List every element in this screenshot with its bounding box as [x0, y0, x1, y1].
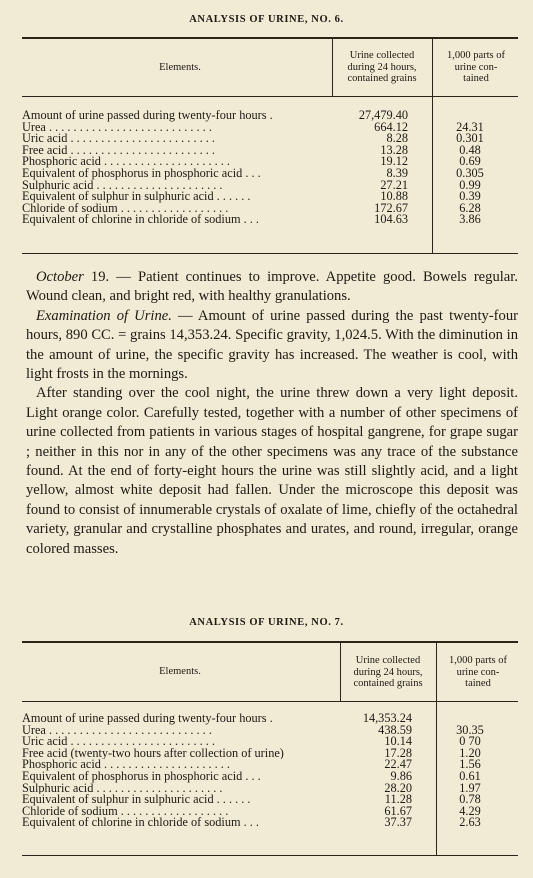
row-element-name: Equivalent of chlorine in chloride of sodium . . . — [22, 214, 260, 226]
row-parts-value: 6.28 — [459, 200, 481, 215]
row-grains-value: 8.39 — [386, 165, 408, 180]
table-row — [0, 768, 533, 783]
row-grains-value: 37.37 — [384, 815, 412, 830]
row-grains-value: 9.86 — [390, 768, 412, 783]
row-element-name: Equivalent of sulphur in sulphuric acid . . . . . . — [22, 794, 251, 806]
table2-header-rule — [22, 701, 518, 702]
table2-bottom-rule — [22, 855, 518, 856]
header-line: urine con- — [454, 61, 498, 73]
row-grains-value: 27,479.40 — [358, 108, 408, 122]
table2-caption: ANALYSIS OF URINE, NO. 7. — [189, 617, 344, 628]
row-parts-value: 0.305 — [456, 165, 484, 180]
row-grains-value: 19.12 — [380, 154, 408, 169]
row-element-name: Phosphoric acid . . . . . . . . . . . . . . . . . . . . . — [22, 156, 231, 168]
table1-header-col2 — [434, 50, 518, 85]
row-element-name: Sulphuric acid . . . . . . . . . . . . . . . . . . . . . — [22, 782, 223, 795]
row-element-name: Sulphuric acid . . . . . . . . . . . . . . . . . . . . . — [22, 179, 223, 192]
header-line: urine con- — [456, 666, 500, 678]
row-grains-value: 8.28 — [386, 131, 408, 146]
row-grains-value: 11.28 — [384, 792, 412, 807]
table1-header-col1 — [334, 50, 430, 85]
row-element-name: Urea . . . . . . . . . . . . . . . . . . . . . . . . . . . — [22, 121, 212, 134]
header-line: tained — [465, 678, 491, 689]
row-parts-value: 0.39 — [459, 189, 481, 204]
table-row — [0, 119, 533, 134]
row-parts-value: 0.78 — [459, 792, 481, 807]
row-parts-value: 1.56 — [459, 757, 481, 772]
table1-divider — [332, 39, 333, 96]
row-element-name: Chloride of sodium . . . . . . . . . . . . . . . . . . — [22, 202, 229, 215]
row-grains-value: 14,353.24 — [362, 711, 412, 725]
row-grains-value: 10.88 — [380, 189, 408, 204]
row-grains-value: 172.67 — [374, 200, 408, 215]
row-element-name: Urea . . . . . . . . . . . . . . . . . . . . . . . . . . . — [22, 724, 212, 737]
table-row — [0, 794, 533, 806]
row-parts-value: 1.97 — [459, 780, 481, 795]
table-row — [0, 191, 533, 203]
table1-header-rule — [22, 96, 518, 97]
header-line: contained grains — [347, 73, 417, 84]
row-parts-value: 2.63 — [459, 815, 481, 830]
table-row — [0, 759, 533, 771]
header-line: 1,000 parts of — [448, 655, 508, 666]
table-row — [0, 177, 533, 192]
row-parts-value: 4.29 — [459, 803, 481, 818]
row-grains-value: 17.28 — [384, 745, 412, 760]
table-row — [0, 713, 533, 725]
table-row — [0, 780, 533, 795]
row-element-name: Chloride of sodium . . . . . . . . . . . . . . . . . . — [22, 805, 229, 818]
table1-bottom-rule — [22, 253, 518, 254]
paragraph-text: After standing over the cool night, the urine threw down a very light deposit. Light orange color. Carefully tested, together with a number of other specimens of urine collected from patients in various stages of hospital gangrene, for grape sugar ; neither in this nor in any of the other specimens was any trace of the substance found. At the end of forty-eight hours the urine was still slightly acid, and a light yellow, almost white deposit had fallen. Under the microscope this deposit was found to consist of innumerable crystals of oxalate of lime, chiefly of the octahedral variety, granular and crystalline phosphates and urates, and round, irregular, orange colored masses. — [26, 385, 518, 557]
paragraph — [26, 268, 518, 307]
header-line: contained grains — [353, 678, 423, 689]
table-row — [0, 745, 533, 760]
paragraph-text: — Amount of urine passed during the past twenty-four hours, 890 CC. = grains 14,353.24. Specific gravity, 1,024.5. With the diminution in the amount of urine, the specific gravity has increased. The weather is cool, with light frosts in the mornings. — [26, 307, 518, 383]
row-parts-value: 3.86 — [459, 212, 481, 227]
table2-header-elements: Elements. — [159, 666, 201, 677]
header-line: during 24 hours, — [347, 61, 417, 73]
row-element-name: Uric acid . . . . . . . . . . . . . . . . . . . . . . . . — [22, 736, 215, 748]
row-parts-value: 24.31 — [456, 119, 484, 134]
row-parts-value: 30.35 — [456, 722, 484, 737]
row-grains-value: 10.14 — [384, 734, 412, 749]
table1-header-elements: Elements. — [159, 62, 201, 73]
table1-top-rule — [22, 37, 518, 39]
row-grains-value: 13.28 — [380, 142, 408, 157]
table-row — [0, 133, 533, 145]
table-row — [0, 142, 533, 157]
table-row — [0, 736, 533, 748]
paragraph — [26, 384, 518, 559]
table1-body — [0, 110, 533, 226]
table-row — [0, 110, 533, 122]
row-parts-value: 1.20 — [459, 745, 481, 760]
row-element-name: Equivalent of phosphorus in phosphoric acid . . . — [22, 167, 261, 180]
row-element-name: Amount of urine passed during twenty-four hours . — [22, 713, 273, 725]
row-element-name: Equivalent of phosphorus in phosphoric acid . . . — [22, 770, 261, 783]
row-parts-value: 0.301 — [456, 131, 484, 146]
row-parts-value: 0.48 — [459, 142, 481, 157]
table2-header-col2 — [438, 655, 518, 690]
row-element-name: Amount of urine passed during twenty-four hours . — [22, 110, 273, 122]
row-element-name: Phosphoric acid . . . . . . . . . . . . . . . . . . . . . — [22, 759, 231, 771]
row-grains-value: 28.20 — [384, 780, 412, 795]
row-parts-value: 0.69 — [459, 154, 481, 169]
row-grains-value: 22.47 — [384, 757, 412, 772]
header-line: 1,000 parts of — [446, 50, 506, 61]
table2-top-rule — [22, 641, 518, 643]
table-row — [0, 165, 533, 180]
row-element-name: Uric acid . . . . . . . . . . . . . . . . . . . . . . . . — [22, 133, 215, 145]
table2-body — [0, 713, 533, 829]
row-grains-value: 27.21 — [380, 177, 408, 192]
table2-header-col1 — [342, 655, 434, 690]
row-grains-value: 104.63 — [374, 212, 408, 227]
row-grains-value: 61.67 — [384, 803, 412, 818]
table-row — [0, 803, 533, 818]
body-text — [26, 268, 518, 559]
paragraph-lead: Examination of Urine. — [36, 307, 172, 324]
table-row — [0, 200, 533, 215]
row-element-name: Equivalent of sulphur in sulphuric acid . . . . . . — [22, 191, 251, 203]
paragraph — [26, 307, 518, 385]
table-row — [0, 156, 533, 168]
row-element-name: Free acid (twenty-two hours after collection of urine) — [22, 747, 284, 760]
table1-caption: ANALYSIS OF URINE, NO. 6. — [189, 14, 344, 25]
row-element-name: Free acid . . . . . . . . . . . . . . . . . . . . . . . . — [22, 144, 215, 157]
row-parts-value: 0 70 — [459, 734, 481, 749]
table-row — [0, 722, 533, 737]
paragraph-lead: October — [36, 269, 84, 285]
table-row — [0, 817, 533, 829]
row-grains-value: 438.59 — [378, 722, 412, 737]
header-line: tained — [463, 73, 489, 84]
paragraph-text: 19. — Patient continues to improve. Appetite good. Bowels regular. Wound clean, and bright red, with healthy granulations. — [26, 269, 518, 305]
row-parts-value: 0.99 — [459, 177, 481, 192]
table2-divider — [340, 643, 341, 701]
header-line: Urine collected — [349, 50, 415, 61]
header-line: Urine collected — [355, 655, 421, 666]
table-row — [0, 214, 533, 226]
row-grains-value: 664.12 — [374, 119, 408, 134]
header-line: during 24 hours, — [353, 666, 423, 678]
row-element-name: Equivalent of chlorine in chloride of sodium . . . — [22, 817, 260, 829]
row-parts-value: 0.61 — [459, 768, 481, 783]
